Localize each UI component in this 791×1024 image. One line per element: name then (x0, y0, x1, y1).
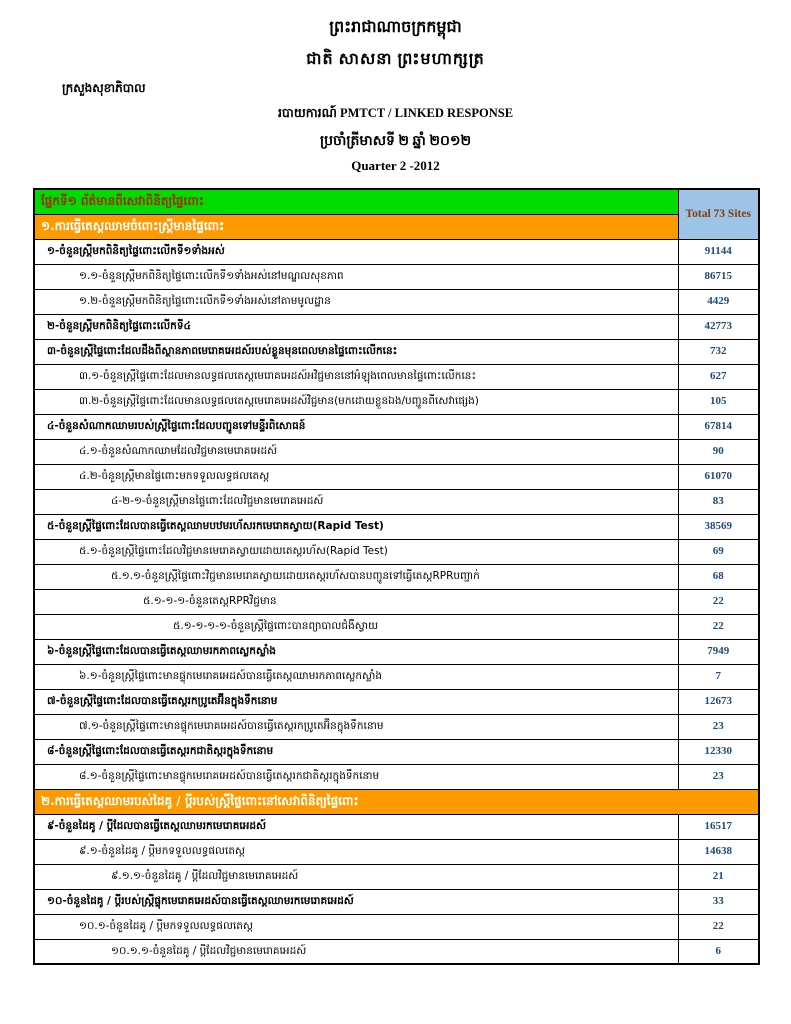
row-label: ២-ចំនួនស្ត្រីមកពិនិត្យផ្ទៃពោះលើកទី៤ (34, 314, 678, 339)
row-value: 42773 (678, 314, 759, 339)
table-row (34, 289, 759, 314)
row-value: 21 (678, 864, 759, 889)
table-row (34, 939, 759, 964)
row-value: 69 (678, 539, 759, 564)
national-motto: ជាតិ សាសនា ព្រះមហាក្សត្រ (306, 51, 485, 68)
row-value: 22 (678, 914, 759, 939)
row-label: ៩.១-ចំនួនដៃគូ / ប្តីមកទទួលលទ្ធផលតេស្ត (34, 839, 678, 864)
row-value: 23 (678, 764, 759, 789)
table-row (34, 814, 759, 839)
row-value: 91144 (678, 239, 759, 264)
section1-header: ផ្នែកទី១ ព័ត៌មានពីសេវាពិនិត្យផ្ទៃពោះ (34, 189, 678, 214)
table-row (34, 564, 759, 589)
row-label: ៥-ចំនួនស្ត្រីផ្ទៃពោះដែលបានធ្វើតេស្តឈាមបឋមរហ័សរកមេរោគស្វាយ(Rapid Test) (34, 514, 678, 539)
table-row (34, 264, 759, 289)
table-row (34, 414, 759, 439)
row-value: 83 (678, 489, 759, 514)
table-row (34, 489, 759, 514)
table-row (34, 339, 759, 364)
row-value: 12330 (678, 739, 759, 764)
table-row (34, 839, 759, 864)
table-row (34, 639, 759, 664)
row-value: 67814 (678, 414, 759, 439)
table-row (34, 464, 759, 489)
row-value: 90 (678, 439, 759, 464)
row-label: ៣-ចំនួនស្ត្រីផ្ទៃពោះដែលដឹងពីស្ថានភាពមេរោគអេដស៍របស់ខ្លួនមុនពេលមានផ្ទៃពោះលើកនេះ (34, 339, 678, 364)
row-label: ៧-ចំនួនស្ត្រីផ្ទៃពោះដែលបានធ្វើតេស្តរកប្រូតេអ៊ីនក្នុងទឹកនោម (34, 689, 678, 714)
section1-header-row (34, 189, 759, 214)
table-row (34, 589, 759, 614)
table-row (34, 914, 759, 939)
table-row (34, 864, 759, 889)
row-label: ១០.១-ចំនួនដៃគូ / ប្តីមកទទួលលទ្ធផលតេស្ត (34, 914, 678, 939)
table-row (34, 514, 759, 539)
row-value: 61070 (678, 464, 759, 489)
total-sites-header: Total 73 Sites (678, 189, 759, 239)
row-label: ៥.១-១-១-ចំនួនតេស្តRPRវិជ្ជមាន (34, 589, 678, 614)
table-row (34, 714, 759, 739)
row-label: ៤.២-ចំនួនស្ត្រីមានផ្ទៃពោះមកទទួលលទ្ធផលតេស្ត (34, 464, 678, 489)
row-label: ៣.២-ចំនួនស្ត្រីផ្ទៃពោះដែលមានលទ្ធផលតេស្តមេរោគអេដស៍វិជ្ជមាន(មកដោយខ្លួនឯង/បញ្ជូនពីសេវាផ្សេង) (34, 389, 678, 414)
row-label: ៤-២-១-ចំនួនស្ត្រីមានផ្ទៃពោះដែលវិជ្ជមានមេរោគអេដស៍ (34, 489, 678, 514)
row-value: 627 (678, 364, 759, 389)
report-title: របាយការណ៍ PMTCT / LINKED RESPONSE (277, 106, 514, 120)
subsection-header-row (34, 789, 759, 814)
row-value: 33 (678, 889, 759, 914)
report-period-english: Quarter 2 -2012 (351, 158, 440, 173)
row-value: 38569 (678, 514, 759, 539)
row-label: ៥.១-១-១-១-ចំនួនស្ត្រីផ្ទៃពោះបានព្យាបាលជំងឺស្វាយ (34, 614, 678, 639)
row-label: ៩.១.១-ចំនួនដៃគូ / ប្តីដែលវិជ្ជមានមេរោគអេដស៍ (34, 864, 678, 889)
row-value: 12673 (678, 689, 759, 714)
subsection2-header: ២.ការធ្វើតេស្តឈាមរបស់ដៃគូ / ប្តីរបស់ស្ត្រីផ្ទៃពោះនៅសេវាពិនិត្យផ្ទៃពោះ (34, 789, 759, 814)
row-label: ៥.១.១-ចំនួនស្ត្រីផ្ទៃពោះវិជ្ជមានមេរោគស្វាយដោយតេស្តរហ័សបានបញ្ជូនទៅធ្វើតេស្តRPRបញ្ជាក់ (34, 564, 678, 589)
row-label: ៧.១-ចំនួនស្ត្រីផ្ទៃពោះមានផ្ទុកមេរោគអេដស៍បានធ្វើតេស្តរកប្រូតេអ៊ីនក្នុងទឹកនោម (34, 714, 678, 739)
table-row (34, 689, 759, 714)
table-row (34, 739, 759, 764)
row-label: ៩-ចំនួនដៃគូ / ប្តីដែលបានធ្វើតេស្តឈាមរកមេរោគអេដស៍ (34, 814, 678, 839)
row-label: ៣.១-ចំនួនស្ត្រីផ្ទៃពោះដែលមានលទ្ធផលតេស្តមេរោគអេដស៍អវិជ្ជមាននៅអំឡុងពេលមានផ្ទៃពោះលើកនេះ (34, 364, 678, 389)
table-row (34, 764, 759, 789)
table-row (34, 664, 759, 689)
row-label: ៤-ចំនួនសំណាកឈាមរបស់ស្ត្រីផ្ទៃពោះដែលបញ្ជូនទៅមន្ទីរពិសោធន៍ (34, 414, 678, 439)
row-label: ១-ចំនួនស្ត្រីមកពិនិត្យផ្ទៃពោះលើកទី១ទាំងអស់ (34, 239, 678, 264)
table-row (34, 539, 759, 564)
table-row (34, 364, 759, 389)
row-value: 732 (678, 339, 759, 364)
row-label: ៨-ចំនួនស្ត្រីផ្ទៃពោះដែលបានធ្វើតេស្តរកជាតិស្ករក្នុងទឹកនោម (34, 739, 678, 764)
row-value: 23 (678, 714, 759, 739)
row-label: ៦.១-ចំនួនស្ត្រីផ្ទៃពោះមានផ្ទុកមេរោគអេដស៍បានធ្វើតេស្តឈាមរកភាពស្លេកស្លាំង (34, 664, 678, 689)
table-row (34, 439, 759, 464)
row-value: 105 (678, 389, 759, 414)
row-value: 14638 (678, 839, 759, 864)
table-row (34, 889, 759, 914)
row-value: 6 (678, 939, 759, 964)
row-value: 86715 (678, 264, 759, 289)
ministry-name: ក្រសួងសុខាភិបាល (62, 81, 146, 95)
table-row (34, 239, 759, 264)
table-body (34, 239, 759, 964)
row-value: 7 (678, 664, 759, 689)
row-value: 4429 (678, 289, 759, 314)
row-value: 16517 (678, 814, 759, 839)
row-value: 7949 (678, 639, 759, 664)
row-label: ៨.១-ចំនួនស្ត្រីផ្ទៃពោះមានផ្ទុកមេរោគអេដស៍បានធ្វើតេស្តរកជាតិស្ករក្នុងទឹកនោម (34, 764, 678, 789)
row-value: 22 (678, 614, 759, 639)
report-table (33, 188, 760, 965)
subsection1-header-row (34, 214, 759, 239)
row-label: ១.២-ចំនួនស្ត្រីមកពិនិត្យផ្ទៃពោះលើកទី១ទាំងអស់នៅតាមមូលដ្ឋាន (34, 289, 678, 314)
row-label: ១.១-ចំនួនស្ត្រីមកពិនិត្យផ្ទៃពោះលើកទី១ទាំងអស់នៅមណ្ឌលសុខភាព (34, 264, 678, 289)
row-label: ៦-ចំនួនស្ត្រីផ្ទៃពោះដែលបានធ្វើតេស្តឈាមរកភាពស្លេកស្លាំង (34, 639, 678, 664)
row-label: ១០.១.១-ចំនួនដៃគូ / ប្តីដែលវិជ្ជមានមេរោគអេដស៍ (34, 939, 678, 964)
subsection1-header: ១.ការធ្វើតេស្តឈាមចំពោះស្ត្រីមានផ្ទៃពោះ (34, 214, 678, 239)
kingdom-title: ព្រះរាជាណាចក្រកម្ពុជា (329, 19, 462, 36)
row-value: 68 (678, 564, 759, 589)
row-value: 22 (678, 589, 759, 614)
table-row (34, 389, 759, 414)
table-row (34, 314, 759, 339)
row-label: ៤.១-ចំនួនសំណាកឈាមដែលវិជ្ជមានមេរោគអេដស៍ (34, 439, 678, 464)
row-label: ១០-ចំនួនដៃគូ / ប្តីរបស់ស្ត្រីផ្ទុកមេរោគអេដស៍បានធ្វើតេស្តឈាមរកមេរោគអេដស៍ (34, 889, 678, 914)
row-label: ៥.១-ចំនួនស្ត្រីផ្ទៃពោះដែលវិជ្ជមានមេរោគស្វាយដោយតេស្តរហ័ស(Rapid Test) (34, 539, 678, 564)
report-period-khmer: ប្រចាំត្រីមាសទី ២ ឆ្នាំ ២០១២ (319, 134, 472, 149)
table-row (34, 614, 759, 639)
